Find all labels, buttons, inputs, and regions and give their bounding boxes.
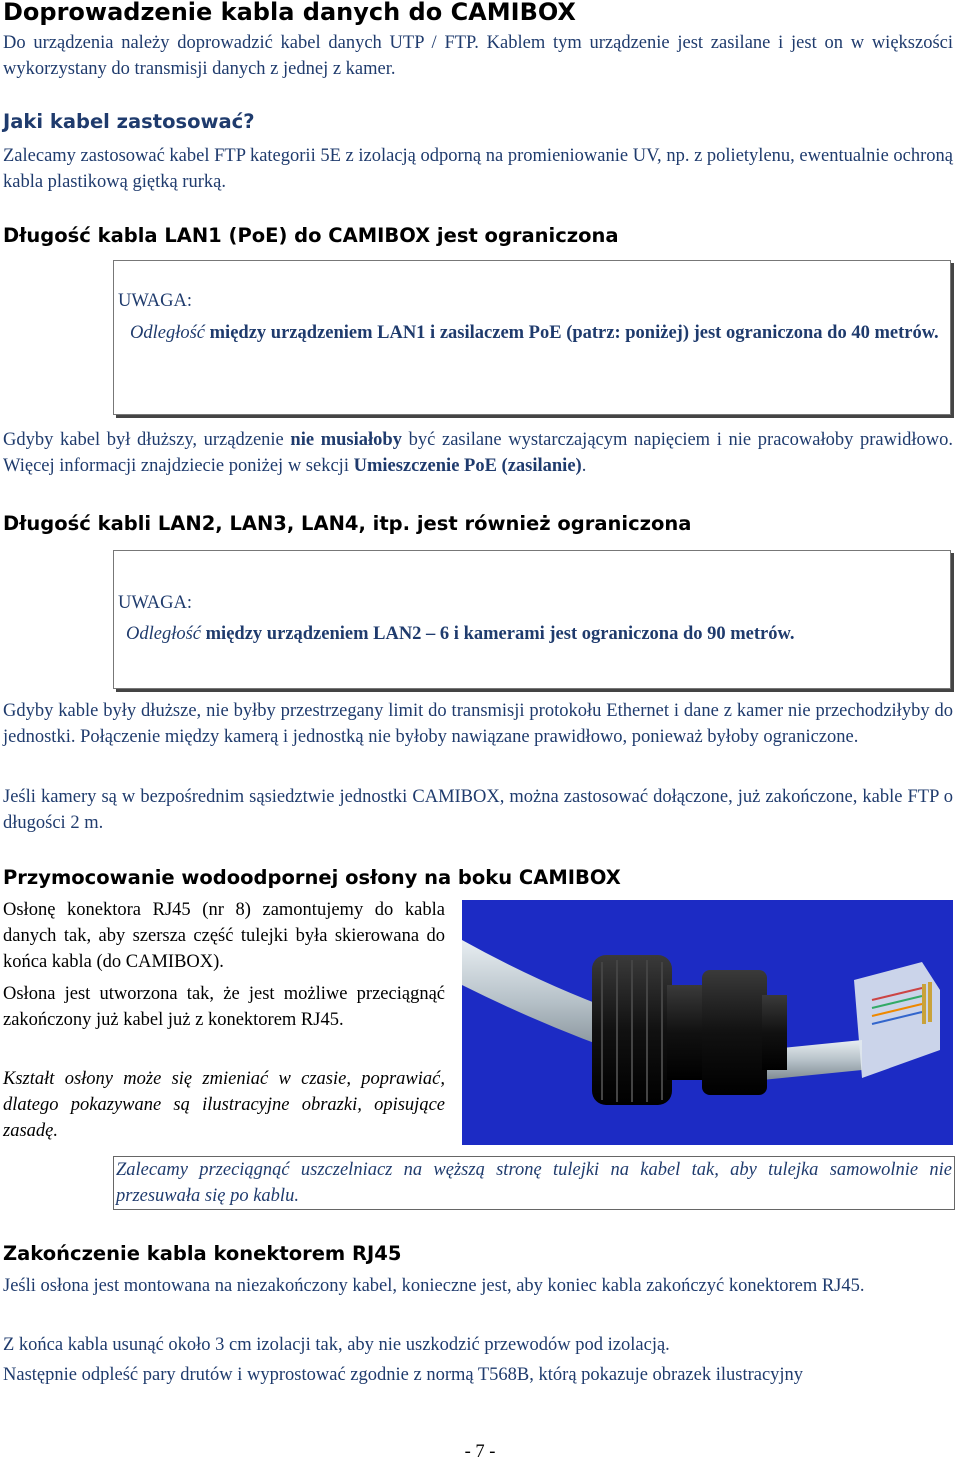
rj45-heading: Zakończenie kabla konektorem RJ45	[3, 1242, 402, 1265]
rj45-connector-illustration	[462, 900, 953, 1145]
lan2-paragraph-2: Jeśli kamery są w bezpośrednim sąsiedztwie jednostki CAMIBOX, można zastosować dołączone, już zakończone, kable FTP o długości 2 m.	[3, 787, 953, 833]
lan1-text-e: .	[581, 456, 587, 476]
lan1-text-bold: nie musiałoby	[290, 430, 402, 450]
mount-note-box: Zalecamy przeciągnąć uszczelniacz na węższą stronę tulejki na kabel tak, aby tulejka samowolnie nie przesuwała się po kablu.	[113, 1156, 955, 1210]
warning-italic: Odległość	[130, 323, 206, 343]
lan1-text-a: Gdyby kabel był dłuższy, urządzenie	[3, 430, 291, 450]
mount-paragraph-3: Kształt osłony może się zmieniać w czasie, poprawiać, dlatego pokazywane są ilustracyjne obrazki, opisujące zasadę.	[3, 1069, 445, 1141]
lan1-heading: Długość kabla LAN1 (PoE) do CAMIBOX jest ograniczona	[3, 224, 619, 247]
lan1-text-c: być zasilane wystarczającym napięciem i nie pracowałoby prawidłowo. Więcej informacji znajdziecie poniżej w sekcji	[3, 430, 953, 476]
connector-photo	[462, 900, 953, 1145]
warning-label: UWAGA:	[118, 291, 192, 311]
intro-paragraph: Do urządzenia należy doprowadzić kabel danych UTP / FTP. Kablem tym urządzenie jest zasilane i jest on w większości wykorzystany do transmisji danych z jednej z kamer.	[3, 33, 953, 79]
warning-body: między urządzeniem LAN2 – 6 i kamerami jest ograniczona do 90 metrów.	[201, 624, 795, 644]
lan2-heading: Długość kabli LAN2, LAN3, LAN4, itp. jest również ograniczona	[3, 512, 692, 535]
lan2-warning-box	[113, 550, 951, 689]
lan1-warning-box	[113, 260, 951, 415]
mount-paragraph-2: Osłona jest utworzona tak, że jest możliwe przeciągnąć zakończony już kabel już z konektorem RJ45.	[3, 984, 445, 1030]
rj45-paragraph-3: Następnie odpleść pary drutów i wyprostować zgodnie z normą T568B, którą pokazuje obrazek ilustracyjny	[3, 1365, 804, 1385]
rj45-paragraph-2: Z końca kabla usunąć około 3 cm izolacji tak, aby nie uszkodzić przewodów pod izolacją.	[3, 1335, 670, 1355]
main-heading: Doprowadzenie kabla danych do CAMIBOX	[3, 0, 576, 26]
lan1-paragraph	[3, 427, 953, 479]
warning-text	[126, 619, 954, 649]
warning-label: UWAGA:	[118, 593, 192, 613]
mount-paragraph-1: Osłonę konektora RJ45 (nr 8) zamontujemy do kabla danych tak, aby szersza część tulejki była skierowana do końca kabla (do CAMIBOX).	[3, 900, 445, 972]
rj45-paragraph-1: Jeśli osłona jest montowana na niezakończony kabel, konieczne jest, aby koniec kabla zakończyć konektorem RJ45.	[3, 1276, 865, 1296]
warning-italic: Odległość	[126, 624, 202, 644]
cable-paragraph: Zalecamy zastosować kabel FTP kategorii 5E z izolacją odporną na promieniowanie UV, np. z polietylenu, ewentualnie ochroną kabla plastikową giętką rurką.	[3, 146, 953, 192]
lan1-section-ref: Umieszczenie PoE (zasilanie)	[353, 456, 582, 476]
lan2-paragraph-1: Gdyby kable były dłuższe, nie byłby przestrzegany limit do transmisji protokołu Ethernet i dane z kamer nie przechodziłyby do jednostki. Połączenie między kamerą i jednostką nie byłoby nawiązane prawidłowo, ponieważ byłoby ograniczone.	[3, 701, 953, 747]
page-number: - 7 -	[464, 1442, 496, 1462]
warning-body: między urządzeniem LAN1 i zasilaczem PoE (patrz: poniżej) jest ograniczona do 40 metrów.	[205, 323, 939, 343]
warning-text	[118, 318, 946, 348]
cable-heading: Jaki kabel zastosować?	[3, 110, 255, 133]
mount-heading: Przymocowanie wodoodpornej osłony na boku CAMIBOX	[3, 866, 621, 889]
